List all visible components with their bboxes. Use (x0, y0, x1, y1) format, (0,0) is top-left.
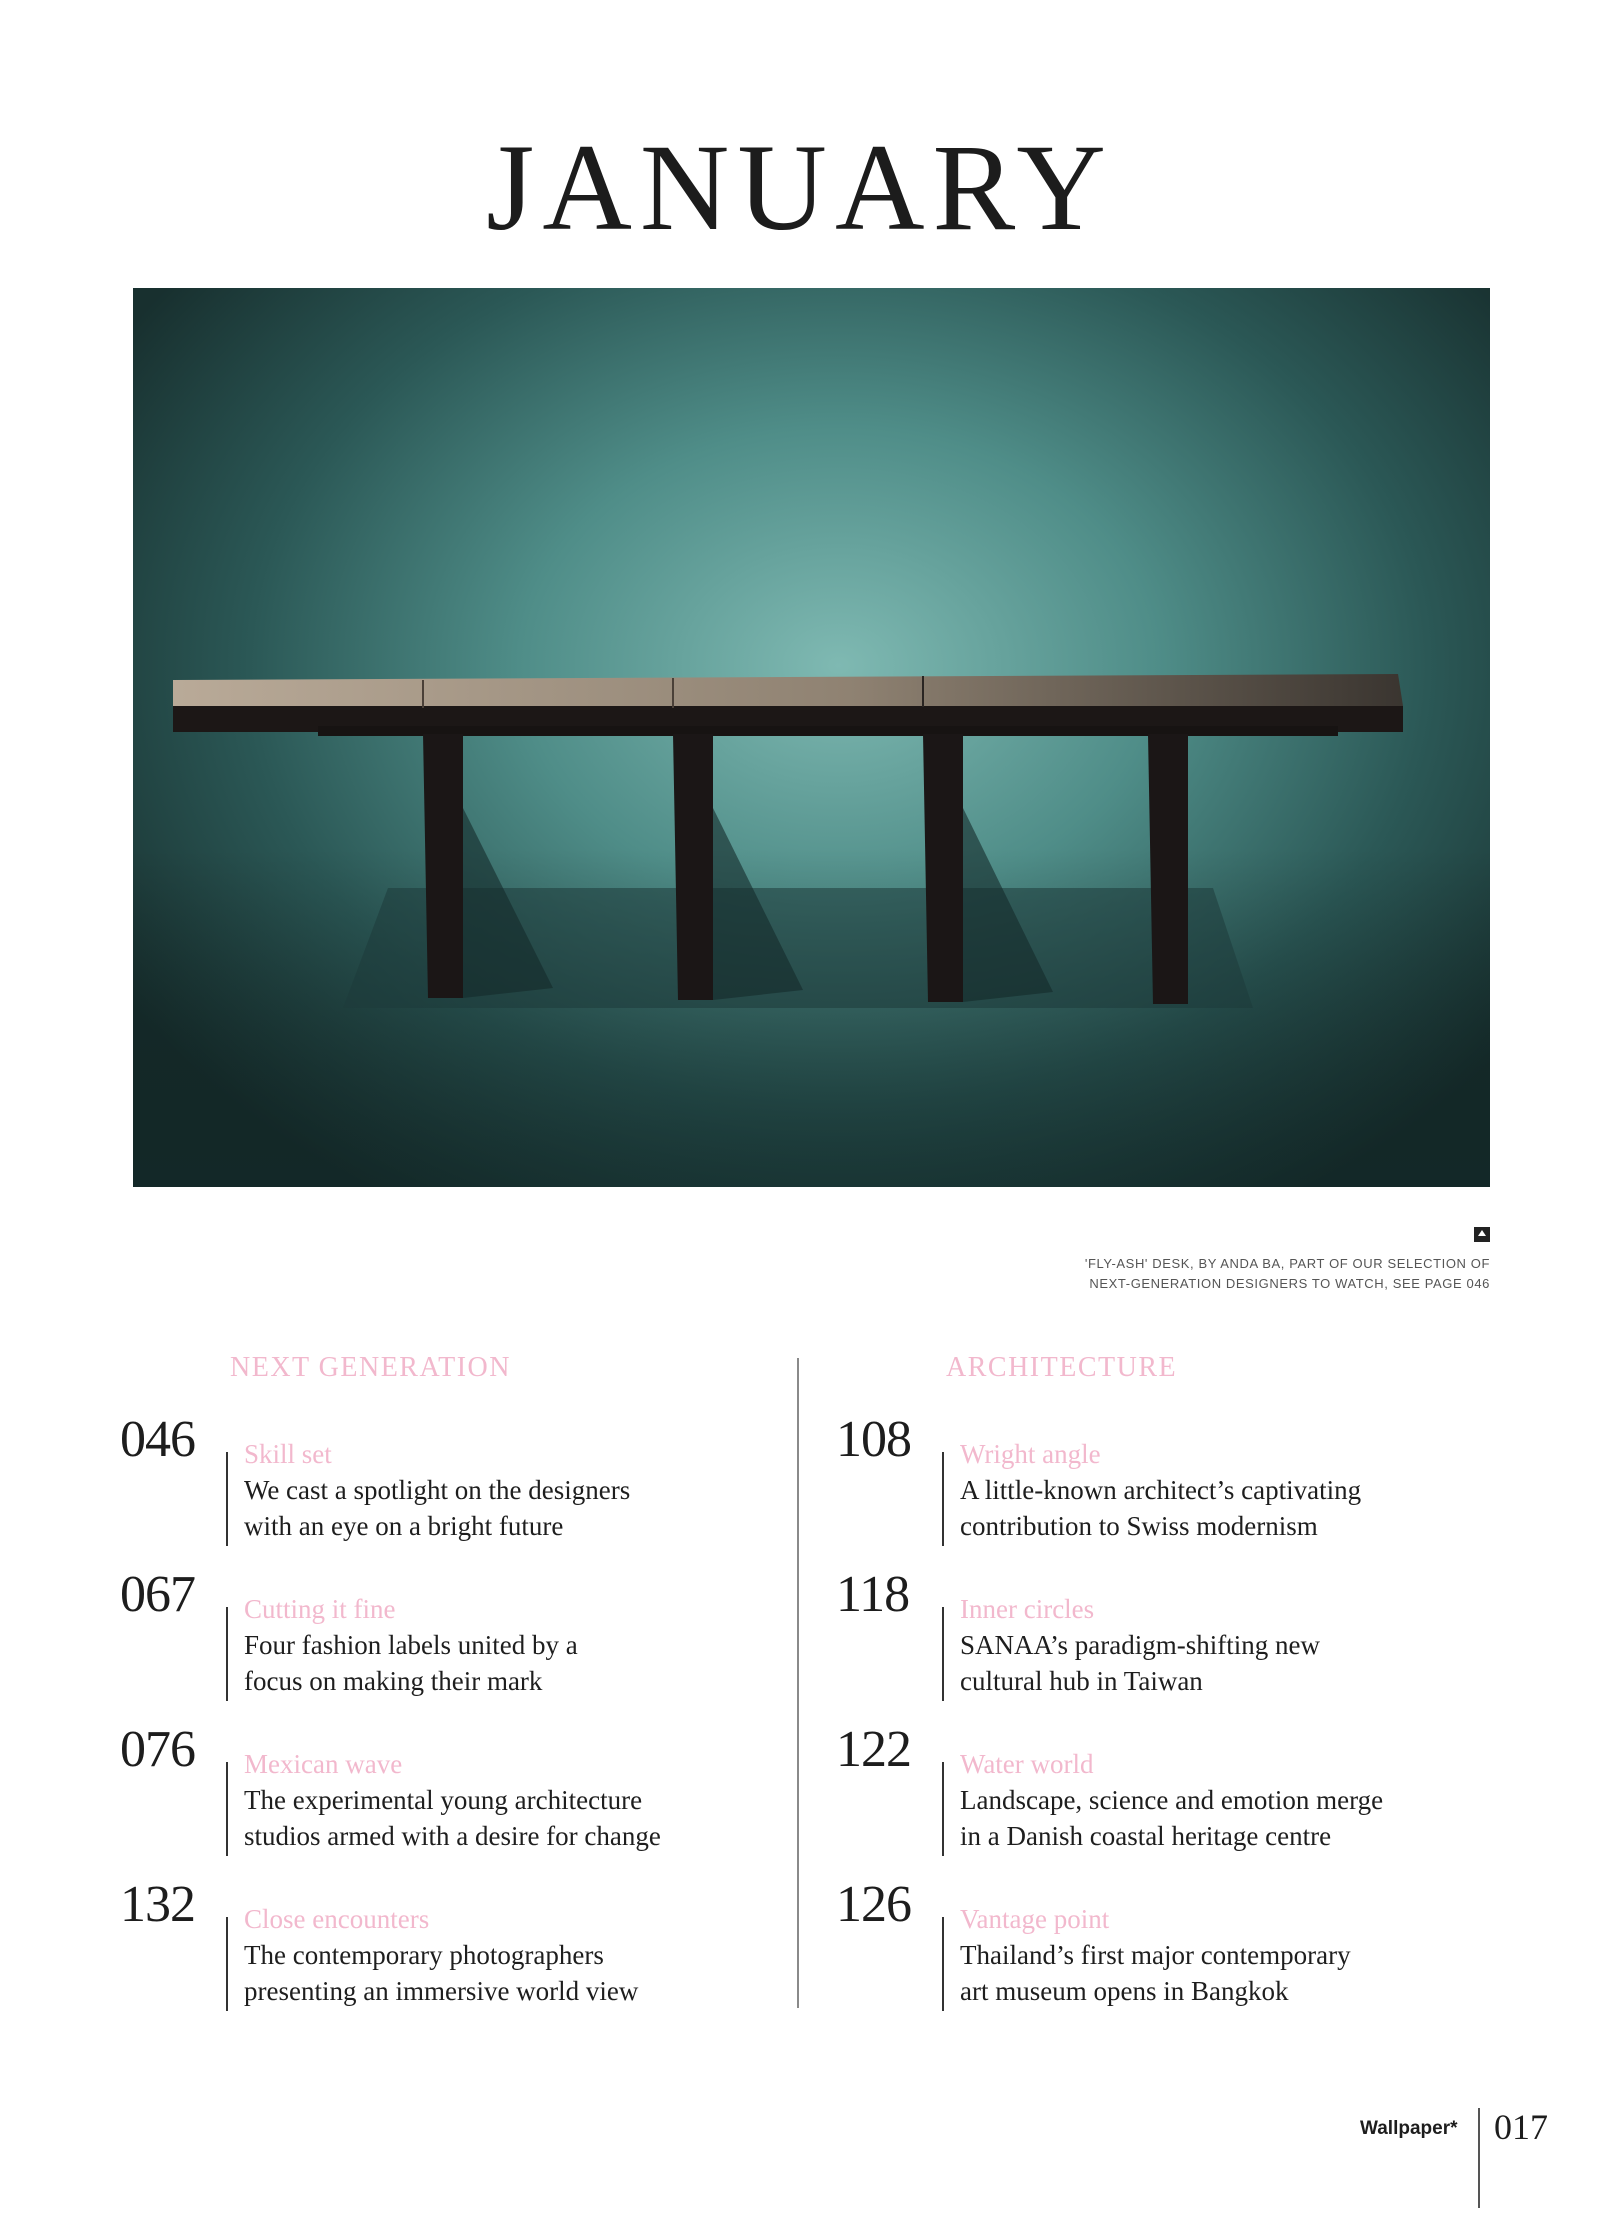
brand-logo: Wallpaper* (1360, 2118, 1458, 2139)
column-divider (797, 1358, 799, 2008)
contents-entry[interactable] (120, 1566, 680, 1726)
footer-rule (1478, 2108, 1480, 2208)
entry-rule (942, 1452, 944, 1546)
page-number: 067 (120, 1566, 195, 1623)
page-number: 046 (120, 1411, 195, 1468)
entry-description: SANAA’s paradigm-shifting new (960, 1630, 1320, 1660)
entry-heading: Skill set (244, 1439, 332, 1469)
camera-icon (1474, 1227, 1490, 1242)
entry-description: contribution to Swiss modernism (960, 1511, 1318, 1541)
entry-rule (942, 1917, 944, 2011)
entry-heading: Inner circles (960, 1594, 1095, 1624)
entry-rule (226, 1762, 228, 1856)
entry-description: studios armed with a desire for change (244, 1821, 661, 1851)
entry-rule (226, 1917, 228, 2011)
caption-line: NEXT-GENERATION DESIGNERS TO WATCH, SEE PAGE 046 (1089, 1276, 1490, 1291)
entry-description: Four fashion labels united by a (244, 1630, 578, 1660)
contents-entry[interactable] (120, 1721, 680, 1881)
contents-entry[interactable] (836, 1721, 1396, 1881)
entry-rule (942, 1762, 944, 1856)
entry-description: We cast a spotlight on the designers (244, 1475, 631, 1505)
photo-caption (930, 1254, 1490, 1294)
page-number: 122 (836, 1721, 911, 1778)
section-title: NEXT GENERATION (230, 1352, 511, 1383)
section-title: ARCHITECTURE (946, 1352, 1178, 1383)
contents-entry[interactable] (836, 1566, 1396, 1726)
page-number: 118 (836, 1566, 910, 1623)
page-title: JANUARY (486, 119, 1114, 256)
contents-column-architecture (836, 1352, 1396, 2036)
entry-description: cultural hub in Taiwan (960, 1666, 1203, 1696)
page-number: 108 (836, 1411, 911, 1468)
entry-description: Thailand’s first major contemporary (960, 1940, 1351, 1970)
entry-description: art museum opens in Bangkok (960, 1976, 1289, 2006)
contents-column-next-generation (120, 1352, 680, 2036)
page-number: 126 (836, 1876, 911, 1933)
desk-illustration (133, 288, 1490, 1187)
entry-heading: Water world (960, 1749, 1094, 1779)
entry-description: with an eye on a bright future (244, 1511, 564, 1541)
page-number: 132 (120, 1876, 195, 1933)
entry-description: Landscape, science and emotion merge (960, 1785, 1384, 1815)
feature-photo-desk (133, 288, 1490, 1187)
contents-entry[interactable] (836, 1411, 1396, 1571)
entry-rule (226, 1607, 228, 1701)
entry-heading: Wright angle (960, 1439, 1101, 1469)
entry-description: focus on making their mark (244, 1666, 543, 1696)
page-number: 076 (120, 1721, 195, 1778)
contents-entry[interactable] (120, 1411, 680, 1571)
entry-heading: Vantage point (960, 1904, 1110, 1934)
entry-description: The experimental young architecture (244, 1785, 643, 1815)
entry-description: in a Danish coastal heritage centre (960, 1821, 1332, 1851)
entry-heading: Close encounters (244, 1904, 430, 1934)
entry-heading: Mexican wave (244, 1749, 403, 1779)
entry-heading: Cutting it fine (244, 1594, 396, 1624)
folio-number: 017 (1494, 2107, 1548, 2147)
contents-entry[interactable] (120, 1876, 680, 2036)
contents-entry[interactable] (836, 1876, 1396, 2036)
entry-rule (942, 1607, 944, 1701)
entry-description: The contemporary photographers (244, 1940, 604, 1970)
entry-rule (226, 1452, 228, 1546)
caption-line: 'FLY-ASH' DESK, BY ANDA BA, PART OF OUR SELECTION OF (1084, 1256, 1490, 1271)
entry-description: presenting an immersive world view (244, 1976, 639, 2006)
entry-description: A little-known architect’s captivating (960, 1475, 1362, 1505)
